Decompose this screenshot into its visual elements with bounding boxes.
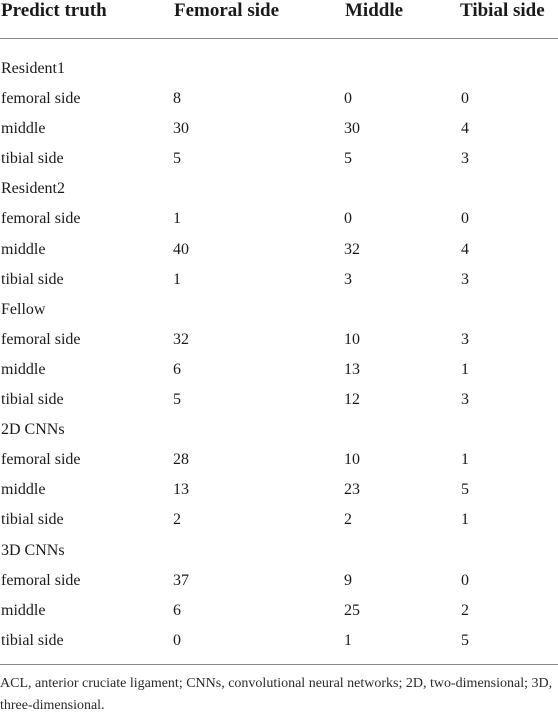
cell-femoral-side: 6: [173, 601, 181, 619]
cell-middle: 1: [344, 631, 352, 649]
row-label: tibial side: [1, 391, 64, 409]
group-header-row: [0, 174, 558, 204]
table-row: [0, 204, 558, 234]
row-label: femoral side: [1, 330, 81, 348]
row-label: tibial side: [1, 150, 64, 168]
cell-middle: 25: [344, 601, 360, 619]
cell-femoral-side: 40: [173, 240, 189, 258]
cell-femoral-side: 6: [173, 360, 181, 378]
table-row: [0, 144, 558, 174]
cell-tibial-side: 3: [461, 391, 469, 409]
cell-tibial-side: 0: [461, 571, 469, 589]
group-label: Resident2: [1, 180, 65, 198]
header-femoral-side: Femoral side: [174, 0, 280, 21]
row-label: femoral side: [1, 571, 81, 589]
header-predict-truth: Predict truth: [1, 0, 107, 21]
row-label: middle: [1, 481, 46, 499]
cell-tibial-side: 0: [461, 210, 469, 228]
table-row: [0, 566, 558, 596]
cell-tibial-side: 1: [461, 451, 469, 469]
cell-femoral-side: 8: [173, 90, 181, 108]
cell-middle: 9: [344, 571, 352, 589]
cell-femoral-side: 28: [173, 451, 189, 469]
cell-tibial-side: 1: [461, 360, 469, 378]
cell-femoral-side: 5: [173, 150, 181, 168]
group-header-row: [0, 536, 558, 566]
row-label: middle: [1, 240, 46, 258]
table-footnote: ACL, anterior cruciate ligament; CNNs, convolutional neural networks; 2D, two-dimensional; 3D, three-dimensional.: [0, 664, 558, 717]
cell-middle: 3: [344, 270, 352, 288]
table-row: [0, 265, 558, 295]
cell-femoral-side: 1: [173, 270, 181, 288]
cell-middle: 32: [344, 240, 360, 258]
cell-middle: 0: [344, 210, 352, 228]
cell-middle: 2: [344, 511, 352, 529]
cell-tibial-side: 5: [461, 481, 469, 499]
cell-tibial-side: 5: [461, 631, 469, 649]
row-label: tibial side: [1, 511, 64, 529]
cell-tibial-side: 3: [461, 150, 469, 168]
cell-femoral-side: 1: [173, 210, 181, 228]
cell-middle: 13: [344, 360, 360, 378]
cell-tibial-side: 3: [461, 330, 469, 348]
cell-femoral-side: 30: [173, 120, 189, 138]
group-header-row: [0, 54, 558, 84]
cell-femoral-side: 37: [173, 571, 189, 589]
group-header-row: [0, 295, 558, 325]
cell-middle: 5: [344, 150, 352, 168]
table-row: [0, 475, 558, 505]
header-middle: Middle: [345, 0, 404, 21]
table-row: [0, 114, 558, 144]
cell-middle: 10: [344, 330, 360, 348]
row-label: tibial side: [1, 631, 64, 649]
cell-middle: 0: [344, 90, 352, 108]
row-label: middle: [1, 601, 46, 619]
table-row: [0, 355, 558, 385]
cell-tibial-side: 1: [461, 511, 469, 529]
row-label: middle: [1, 120, 46, 138]
cell-femoral-side: 2: [173, 511, 181, 529]
row-label: femoral side: [1, 90, 81, 108]
table-row: [0, 626, 558, 656]
cell-tibial-side: 4: [461, 120, 469, 138]
table-header-row: [0, 0, 558, 39]
table-row: [0, 385, 558, 415]
group-label: 2D CNNs: [1, 421, 65, 439]
cell-tibial-side: 0: [461, 90, 469, 108]
cell-tibial-side: 2: [461, 601, 469, 619]
table-row: [0, 235, 558, 265]
group-label: Resident1: [1, 60, 65, 77]
table-row: [0, 325, 558, 355]
row-label: middle: [1, 360, 46, 378]
cell-femoral-side: 5: [173, 391, 181, 409]
cell-femoral-side: 13: [173, 481, 189, 499]
group-label: 3D CNNs: [1, 541, 65, 559]
cell-tibial-side: 3: [461, 270, 469, 288]
table-row: [0, 445, 558, 475]
row-label: femoral side: [1, 210, 81, 228]
cell-femoral-side: 32: [173, 330, 189, 348]
cell-tibial-side: 4: [461, 240, 469, 258]
header-tibial-side: Tibial side: [460, 0, 545, 21]
cell-femoral-side: 0: [173, 631, 181, 649]
group-header-row: [0, 415, 558, 445]
cell-middle: 12: [344, 391, 360, 409]
table-row: [0, 596, 558, 626]
cell-middle: 10: [344, 451, 360, 469]
row-label: tibial side: [1, 270, 64, 288]
cell-middle: 23: [344, 481, 360, 499]
table-row: [0, 84, 558, 114]
row-label: femoral side: [1, 451, 81, 469]
table-body: [0, 39, 558, 656]
group-label: Fellow: [1, 300, 46, 318]
cell-middle: 30: [344, 120, 360, 138]
table-row: [0, 505, 558, 535]
